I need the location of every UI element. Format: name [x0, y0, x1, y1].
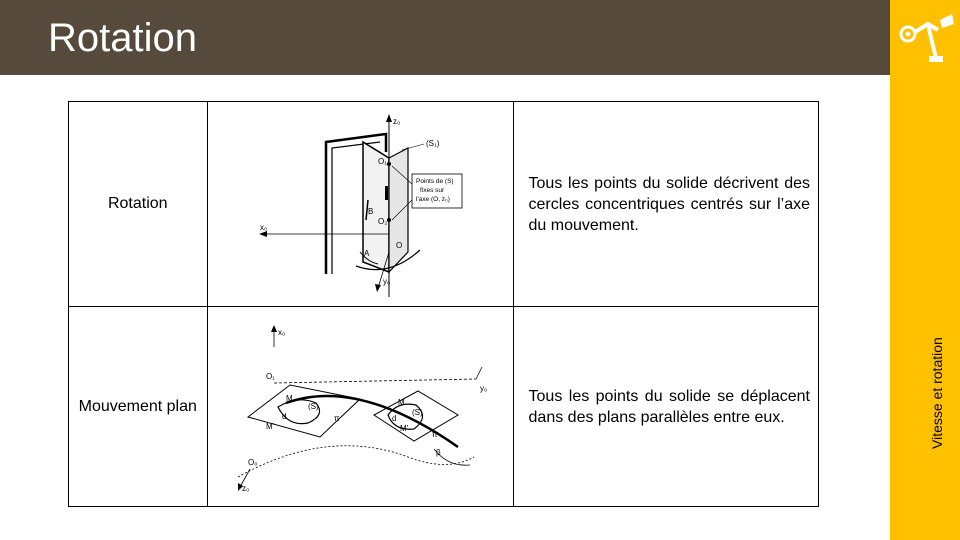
label-pi-right: π	[431, 430, 438, 439]
label-o1-plane: O₁	[265, 372, 275, 381]
label-x0: x₀	[259, 223, 267, 232]
callout-line-2: fixes sur	[419, 187, 444, 194]
label-m-prime-left: M'	[265, 422, 274, 431]
label-o: O	[395, 241, 402, 250]
row-description-rotation: Tous les points du solide décrivent des cercles concentriques centrés sur l’axe du mouvement.	[513, 102, 818, 307]
label-s-right: (S)	[411, 408, 423, 417]
label-b: B	[367, 207, 373, 216]
row-label-mouvement-plan: Mouvement plan	[69, 307, 208, 507]
label-y0: y₀	[382, 277, 390, 286]
label-d-left: d	[281, 412, 286, 421]
label-s-left: (S)	[307, 402, 319, 411]
label-o1: O₁	[377, 157, 387, 166]
label-y0-plane: y₀	[479, 384, 487, 393]
label-x0-plane: x₀	[277, 328, 285, 337]
callout-line-1: Points de (S)	[415, 178, 454, 185]
label-a: A	[363, 249, 369, 258]
vertical-section-label: Vitesse et rotation	[929, 337, 945, 449]
label-m-left: M	[285, 394, 293, 403]
rotation-figure-cell	[207, 102, 513, 307]
comparison-table	[68, 101, 819, 507]
label-o2: O₂	[377, 217, 387, 226]
plane-motion-figure-cell	[207, 307, 513, 507]
label-m-prime-right: M'	[399, 424, 408, 433]
label-beta: β	[435, 448, 441, 457]
label-d-right: d	[391, 414, 396, 423]
plane-motion-diagram	[208, 307, 513, 506]
page-title: Rotation	[48, 16, 197, 60]
callout-line-3: l'axe (O, z₀)	[415, 196, 450, 203]
label-z0-plane: z₀	[241, 484, 249, 493]
title-bar	[0, 0, 890, 75]
label-m-right: M	[397, 398, 405, 407]
robot-arm-icon	[896, 6, 958, 66]
table-row	[69, 307, 819, 507]
row-label-rotation: Rotation	[69, 102, 208, 307]
side-band	[890, 0, 960, 540]
label-z0: z₀	[392, 117, 400, 126]
label-s1: (S₁)	[425, 139, 439, 148]
table-row	[69, 102, 819, 307]
label-o0: O₀	[247, 458, 258, 467]
row-description-mouvement-plan: Tous les points du solide se déplacent dans des plans parallèles entre eux.	[513, 307, 818, 507]
label-pi-left: π	[333, 414, 340, 423]
rotation-diagram	[208, 102, 513, 306]
